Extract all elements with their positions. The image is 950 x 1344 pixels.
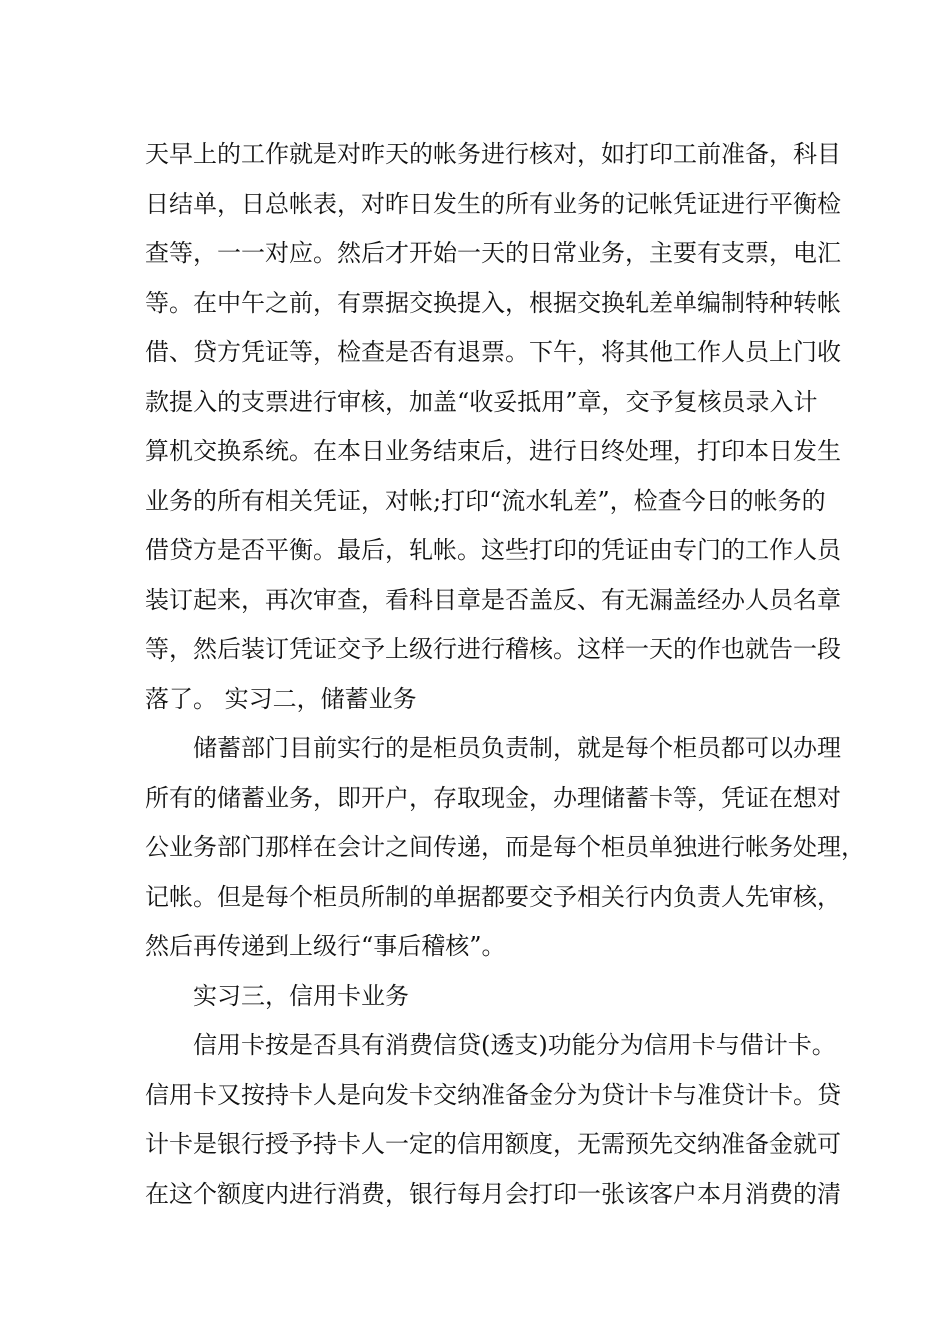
text-line: 日结单，日总帐表，对昨日发生的所有业务的记帐凭证进行平衡检: [145, 189, 841, 218]
text-line: 借贷方是否平衡。最后，轧帐。这些打印的凭证由专门的工作人员: [145, 536, 841, 564]
paragraph-start-line: 信用卡按是否具有消费信贷(透支)功能分为信用卡与借计卡。: [193, 1031, 836, 1059]
text-line: 记帐。但是每个柜员所制的单据都要交予相关行内负责人先审核，: [145, 882, 841, 911]
text-line: 款提入的支票进行审核，加盖“收妥抵用”章，交予复核员录入计: [145, 387, 818, 416]
text-line: 查等，一一对应。然后才开始一天的日常业务，主要有支票，电汇: [145, 239, 841, 267]
text-line: 天早上的工作就是对昨天的帐务进行核对，如打印工前准备，科目: [145, 140, 841, 168]
paragraph-start-line: 储蓄部门目前实行的是柜员负责制，就是每个柜员都可以办理: [193, 734, 841, 762]
text-line: 算机交换系统。在本日业务结束后，进行日终处理，打印本日发生: [145, 437, 841, 465]
text-line: 借、贷方凭证等，检查是否有退票。下午，将其他工作人员上门收: [145, 338, 841, 366]
text-line: 等，然后装订凭证交予上级行进行稽核。这样一天的作也就告一段: [145, 635, 841, 663]
section-heading-line: 落了。 实习二，储蓄业务: [145, 684, 417, 713]
text-line: 所有的储蓄业务，即开户，存取现金，办理储蓄卡等，凭证在想对: [145, 783, 841, 812]
text-line: 等。在中午之前，有票据交换提入，根据交换轧差单编制特种转帐: [145, 288, 841, 317]
text-line: 信用卡又按持卡人是向发卡交纳准备金分为贷计卡与准贷计卡。贷: [145, 1080, 841, 1109]
text-line: 公业务部门那样在会计之间传递，而是每个柜员单独进行帐务处理，: [145, 833, 865, 861]
section-heading: 实习三，信用卡业务: [193, 981, 409, 1010]
text-line: 计卡是银行授予持卡人一定的信用额度，无需预先交纳准备金就可: [145, 1130, 841, 1158]
document-body: [145, 130, 865, 1219]
text-line: 在这个额度内进行消费，银行每月会打印一张该客户本月消费的清: [145, 1179, 841, 1208]
text-line: 装订起来，再次审查，看科目章是否盖反、有无漏盖经办人员名章: [145, 585, 841, 614]
text-line: 业务的所有相关凭证，对帐;打印“流水轧差”，检查今日的帐务的: [145, 486, 826, 515]
text-line: 然后再传递到上级行“事后稽核”。: [145, 932, 506, 960]
